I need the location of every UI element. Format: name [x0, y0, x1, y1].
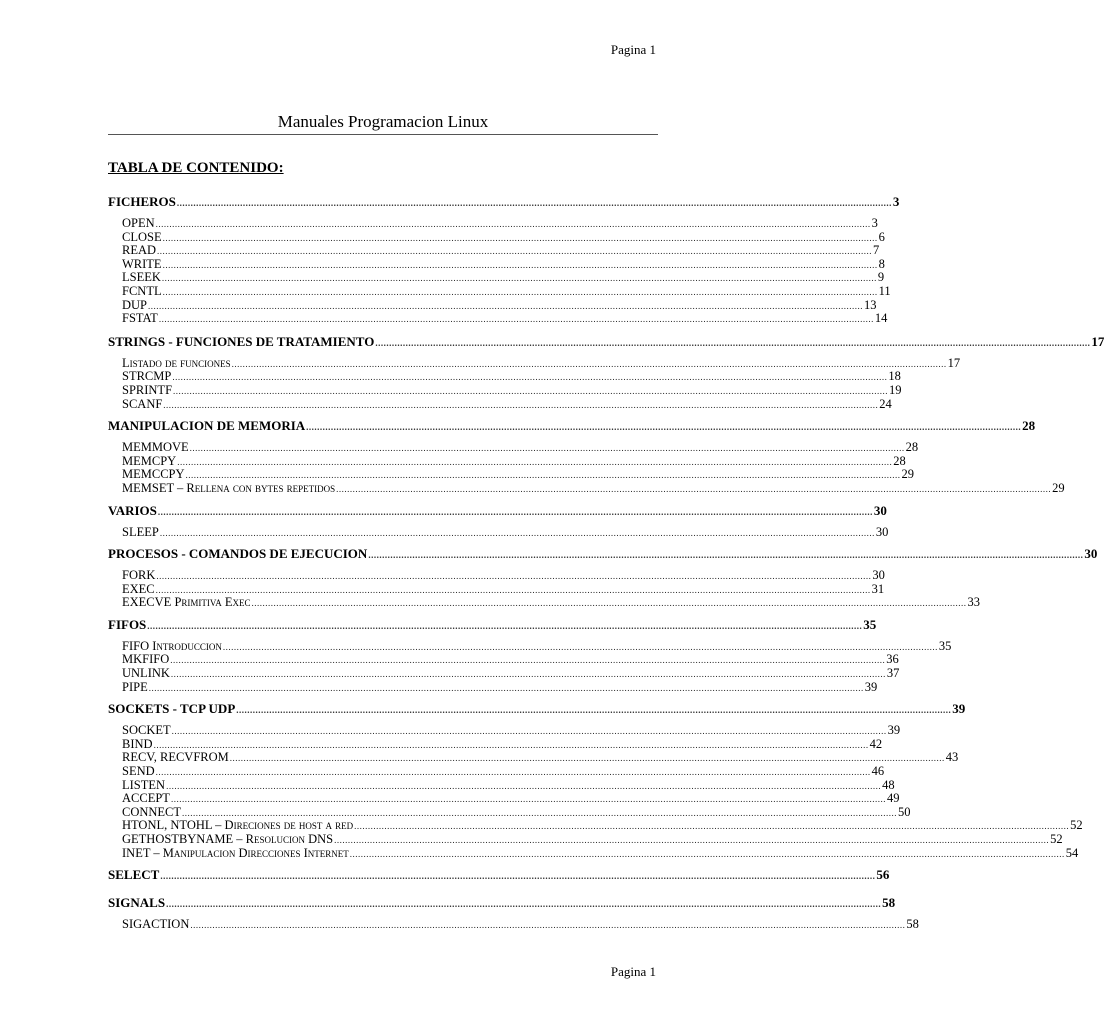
toc-leader-dots: ....................................................................................................................................................................................................................................................................: [251, 598, 967, 609]
toc-section-page: 30: [1084, 546, 1098, 562]
toc-item-entry[interactable]: [108, 595, 980, 610]
toc-leader-dots: ....................................................................................................................................................................................................................................................................: [157, 506, 873, 517]
toc-leader-dots: ....................................................................................................................................................................................................................................................................: [375, 337, 1091, 348]
toc-leader-dots: ....................................................................................................................................................................................................................................................................: [170, 794, 886, 805]
toc-item-label: [122, 271, 161, 285]
toc-item-page: 43: [945, 750, 959, 765]
toc-item-label: [122, 299, 147, 313]
toc-leader-dots: ....................................................................................................................................................................................................................................................................: [159, 527, 875, 538]
toc-item-label: [122, 653, 169, 667]
toc-section-entry[interactable]: [108, 867, 890, 883]
toc-item-name: SPRINTF: [122, 382, 173, 397]
toc-leader-dots: ....................................................................................................................................................................................................................................................................: [334, 835, 1050, 845]
toc-section-title: SELECT: [108, 867, 160, 883]
toc-section-title: STRINGS - FUNCIONES DE TRATAMIENTO: [108, 333, 375, 349]
toc-item-name: MEMCPY: [122, 453, 177, 468]
toc-item-entry[interactable]: [108, 652, 899, 667]
toc-item-page: 17: [947, 355, 961, 370]
toc-item-page: 9: [877, 270, 885, 285]
toc-item-name: MEMMOVE: [122, 440, 189, 455]
toc-leader-dots: ....................................................................................................................................................................................................................................................................: [162, 232, 878, 243]
toc-item-name: GETHOSTBYNAME –: [122, 832, 246, 846]
toc-section-page: 56: [876, 867, 890, 883]
toc-item-entry[interactable]: [108, 818, 1083, 833]
toc-leader-dots: ....................................................................................................................................................................................................................................................................: [155, 584, 871, 595]
toc-item-name: PIPE: [122, 679, 148, 694]
toc-item-page: 18: [888, 369, 901, 384]
toc-leader-dots: ....................................................................................................................................................................................................................................................................: [190, 920, 906, 931]
toc-item-page: 37: [886, 666, 900, 681]
toc-item-entry[interactable]: [108, 440, 919, 455]
toc-section-title: SOCKETS - TCP UDP: [108, 701, 236, 717]
toc-section-page: 35: [863, 616, 877, 632]
toc-item-label: [122, 244, 156, 258]
toc-item-entry[interactable]: [108, 804, 911, 820]
toc-item-page: 48: [882, 777, 895, 792]
toc-item-entry[interactable]: [108, 369, 901, 384]
toc-item-page: 46: [871, 764, 885, 779]
toc-leader-dots: ....................................................................................................................................................................................................................................................................: [336, 483, 1052, 494]
toc-section-title: VARIOS: [108, 502, 157, 518]
toc-item-label: [122, 819, 353, 833]
toc-item-entry[interactable]: [108, 638, 952, 654]
toc-item-description: Introduccion: [152, 638, 222, 653]
toc-item-label: [122, 738, 153, 752]
toc-section-entry[interactable]: [108, 701, 966, 717]
toc-item-name: FIFO: [122, 638, 153, 653]
toc-leader-dots: ....................................................................................................................................................................................................................................................................: [171, 726, 887, 737]
toc-leader-dots: ....................................................................................................................................................................................................................................................................: [170, 669, 886, 680]
toc-item-name: WRITE: [122, 256, 162, 271]
toc-section-title: MANIPULACION DE MEMORIA: [108, 418, 306, 434]
toc-item-name: CLOSE: [122, 229, 162, 244]
toc-item-entry[interactable]: [108, 581, 885, 597]
toc-item-label: [122, 918, 189, 932]
toc-section-title: FICHEROS: [108, 194, 176, 209]
toc-item-name: LISTEN: [122, 777, 166, 792]
toc-item-name: SIGACTION: [122, 917, 190, 932]
toc-item-label: [122, 596, 250, 610]
toc-item-label: [122, 231, 162, 245]
toc-item-label: [122, 526, 159, 540]
toc-leader-dots: ....................................................................................................................................................................................................................................................................: [173, 385, 889, 396]
toc-item-page: 58: [906, 917, 919, 932]
toc-leader-dots: ....................................................................................................................................................................................................................................................................: [182, 807, 898, 818]
footer-page-number: Pagina 1: [610, 964, 656, 979]
toc-item-entry[interactable]: [108, 679, 878, 695]
toc-item-page: 50: [898, 804, 911, 819]
toc-section-page: 39: [952, 701, 966, 717]
toc-item-entry[interactable]: [108, 723, 901, 738]
toc-item-page: 29: [901, 467, 915, 482]
toc-item-page: 7: [873, 243, 880, 258]
toc-item-entry[interactable]: [108, 297, 877, 313]
toc-leader-dots: ....................................................................................................................................................................................................................................................................: [147, 620, 863, 631]
toc-item-entry[interactable]: [108, 791, 900, 806]
toc-item-name: SEND: [122, 764, 155, 779]
toc-item-label: [122, 468, 185, 482]
toc-item-name: CONNECT: [122, 804, 182, 819]
toc-item-name: FCNTL: [122, 283, 162, 298]
toc-leader-dots: ....................................................................................................................................................................................................................................................................: [157, 246, 873, 257]
toc-item-name: ACCEPT: [122, 791, 170, 806]
toc-leader-dots: ....................................................................................................................................................................................................................................................................: [172, 372, 888, 383]
toc-leader-dots: ....................................................................................................................................................................................................................................................................: [231, 358, 947, 369]
toc-item-description: Listado de funciones: [122, 355, 231, 370]
toc-leader-dots: ....................................................................................................................................................................................................................................................................: [148, 682, 864, 693]
toc-item-entry[interactable]: [108, 666, 900, 681]
toc-item-entry[interactable]: [108, 524, 889, 540]
toc-section-page: 58: [882, 895, 896, 911]
toc-item-name: EXEC: [122, 581, 155, 596]
toc-item-name: FSTAT: [122, 311, 158, 326]
toc-leader-dots: ....................................................................................................................................................................................................................................................................: [156, 571, 872, 582]
toc-item-label: [122, 384, 172, 398]
toc-item-page: 49: [886, 791, 900, 806]
toc-item-page: 24: [879, 396, 892, 411]
toc-item-entry[interactable]: [108, 256, 885, 272]
toc-leader-dots: ....................................................................................................................................................................................................................................................................: [236, 705, 952, 716]
toc-item-label: [122, 724, 171, 738]
title-divider: [108, 134, 658, 135]
toc-item-entry[interactable]: [108, 736, 883, 752]
toc-leader-dots: ....................................................................................................................................................................................................................................................................: [189, 443, 905, 454]
toc-item-entry[interactable]: [108, 396, 892, 412]
toc-item-entry[interactable]: [108, 453, 906, 469]
document-title: Manuales Programacion Linux: [277, 112, 489, 131]
toc-item-name: BIND: [122, 736, 153, 751]
toc-leader-dots: ....................................................................................................................................................................................................................................................................: [176, 198, 892, 208]
toc-item-label: [122, 806, 181, 820]
toc-section-title: SIGNALS: [108, 895, 166, 911]
toc-leader-dots: ....................................................................................................................................................................................................................................................................: [222, 641, 938, 652]
toc-item-page: 30: [872, 568, 885, 583]
toc-item-name: STRCMP: [122, 369, 172, 384]
toc-item-entry[interactable]: [108, 764, 885, 779]
toc-leader-dots: ....................................................................................................................................................................................................................................................................: [160, 871, 876, 882]
toc-leader-dots: ....................................................................................................................................................................................................................................................................: [354, 821, 1070, 832]
toc-item-label: [122, 312, 158, 326]
toc-leader-dots: ....................................................................................................................................................................................................................................................................: [163, 399, 879, 410]
toc-item-page: 39: [864, 679, 878, 694]
toc-item-page: 13: [864, 297, 877, 312]
toc-leader-dots: ....................................................................................................................................................................................................................................................................: [162, 286, 878, 297]
toc-item-label: [122, 258, 162, 272]
toc-leader-dots: ....................................................................................................................................................................................................................................................................: [155, 219, 871, 229]
toc-item-label: [122, 398, 162, 412]
toc-section-page: 28: [1022, 418, 1036, 434]
toc-item-page: 14: [874, 311, 888, 326]
toc-leader-dots: ....................................................................................................................................................................................................................................................................: [161, 273, 877, 284]
toc-section-entry[interactable]: [108, 502, 887, 518]
toc-item-name: EXECVE: [122, 595, 175, 610]
toc-item-label: [122, 569, 155, 583]
toc-item-label: [122, 779, 165, 793]
toc-leader-dots: ....................................................................................................................................................................................................................................................................: [368, 550, 1084, 561]
toc-item-entry[interactable]: [108, 467, 915, 482]
toc-item-page: 29: [1052, 480, 1065, 495]
toc-section-entry[interactable]: [108, 194, 900, 209]
toc-item-page: 52: [1050, 832, 1063, 846]
toc-item-description: Rellena con bytes repetidos: [186, 480, 336, 495]
toc-section-title: PROCESOS - COMANDOS DE EJECUCION: [108, 546, 368, 562]
toc-item-entry[interactable]: [108, 832, 1063, 847]
toc-leader-dots: ....................................................................................................................................................................................................................................................................: [185, 470, 901, 481]
toc-section-page: 3: [892, 194, 900, 209]
toc-item-page: 30: [875, 524, 889, 539]
toc-item-page: 42: [869, 736, 883, 751]
toc-item-name: SLEEP: [122, 524, 159, 539]
toc-item-label: [122, 681, 148, 695]
toc-item-page: 3: [871, 216, 878, 230]
toc-leader-dots: ....................................................................................................................................................................................................................................................................: [166, 899, 882, 910]
toc-leader-dots: ....................................................................................................................................................................................................................................................................: [349, 848, 1065, 859]
toc-item-name: INET –: [122, 845, 163, 860]
toc-item-name: HTONL, NTOHL –: [122, 818, 225, 833]
toc-item-label: [122, 441, 189, 455]
toc-item-description: Manipulacion Direcciones Internet: [162, 845, 349, 860]
toc-item-name: MKFIFO: [122, 652, 170, 667]
toc-item-page: 31: [871, 581, 885, 596]
toc-leader-dots: ....................................................................................................................................................................................................................................................................: [148, 300, 864, 311]
toc-item-description: Primitiva Exec: [174, 595, 251, 610]
toc-item-page: 39: [887, 723, 901, 738]
toc-item-label: [122, 482, 335, 496]
toc-leader-dots: ....................................................................................................................................................................................................................................................................: [166, 780, 882, 791]
toc-leader-dots: ....................................................................................................................................................................................................................................................................: [158, 314, 874, 325]
toc-item-label: [122, 792, 170, 806]
toc-item-entry[interactable]: [108, 845, 1079, 861]
toc-item-description: Resolucion DNS: [245, 832, 334, 846]
toc-item-page: 28: [893, 453, 906, 468]
toc-item-label: [122, 455, 176, 469]
toc-item-entry[interactable]: [108, 917, 919, 932]
toc-item-entry[interactable]: [108, 311, 888, 326]
toc-item-page: 33: [967, 595, 980, 610]
toc-item-name: RECV, RECVFROM: [122, 750, 229, 765]
toc-leader-dots: ....................................................................................................................................................................................................................................................................: [155, 767, 871, 778]
toc-item-label: [122, 285, 162, 299]
toc-item-name: MEMCCPY: [122, 467, 185, 482]
toc-item-name: SCANF: [122, 396, 163, 411]
toc-item-name: LSEEK: [122, 270, 161, 285]
toc-item-name: OPEN: [122, 216, 155, 230]
toc-item-page: 6: [878, 229, 885, 244]
toc-section-entry[interactable]: [108, 418, 1036, 434]
toc-item-page: 11: [878, 283, 891, 298]
toc-item-label: [122, 847, 349, 861]
toc-item-entry[interactable]: [108, 229, 885, 245]
toc-item-entry[interactable]: [108, 270, 885, 285]
toc-item-description: Direciones de host a red: [224, 818, 354, 833]
toc-leader-dots: ....................................................................................................................................................................................................................................................................: [306, 422, 1022, 433]
toc-leader-dots: ....................................................................................................................................................................................................................................................................: [229, 753, 945, 764]
toc-item-label: [122, 583, 155, 597]
toc-item-page: 19: [889, 382, 902, 397]
toc-leader-dots: ....................................................................................................................................................................................................................................................................: [162, 259, 878, 270]
toc-item-name: MEMSET –: [122, 480, 187, 495]
toc-item-label: [122, 833, 333, 847]
toc-item-page: 28: [905, 440, 919, 455]
toc-item-label: [122, 667, 170, 681]
toc-item-label: [122, 370, 171, 384]
toc-item-entry[interactable]: [108, 480, 1065, 496]
toc-item-name: DUP: [122, 297, 148, 312]
toc-item-name: SOCKET: [122, 723, 171, 738]
toc-item-entry[interactable]: [108, 355, 961, 371]
toc-item-name: FORK: [122, 568, 156, 583]
toc-item-entry[interactable]: [108, 216, 878, 231]
toc-item-label: [122, 640, 222, 654]
table-of-contents: [108, 194, 1104, 932]
toc-item-name: UNLINK: [122, 666, 170, 681]
toc-item-entry[interactable]: [108, 750, 959, 765]
toc-heading: TABLA DE CONTENIDO:: [108, 160, 284, 176]
toc-leader-dots: ....................................................................................................................................................................................................................................................................: [177, 456, 893, 467]
toc-item-name: READ: [122, 243, 157, 258]
toc-item-entry[interactable]: [108, 243, 880, 258]
toc-item-label: [122, 765, 155, 779]
toc-section-page: 30: [873, 502, 887, 518]
toc-section-page: 17: [1091, 333, 1104, 349]
toc-section-entry[interactable]: [108, 616, 877, 632]
toc-item-page: 35: [938, 638, 952, 653]
toc-item-page: 8: [878, 256, 885, 271]
toc-item-label: [122, 751, 229, 765]
toc-leader-dots: ....................................................................................................................................................................................................................................................................: [153, 739, 869, 750]
toc-item-page: 54: [1065, 845, 1079, 860]
toc-item-entry[interactable]: [108, 283, 891, 299]
toc-section-entry[interactable]: [108, 895, 896, 911]
toc-section-entry[interactable]: [108, 546, 1098, 562]
toc-item-label: [122, 217, 155, 231]
toc-item-entry[interactable]: [108, 568, 885, 583]
toc-item-entry[interactable]: [108, 777, 895, 793]
header-page-number: Pagina 1: [610, 42, 656, 57]
toc-section-entry[interactable]: [108, 333, 1104, 349]
toc-item-page: 52: [1070, 818, 1083, 833]
toc-item-label: [122, 357, 231, 371]
toc-item-page: 36: [886, 652, 899, 667]
toc-item-entry[interactable]: [108, 382, 902, 398]
toc-section-title: FIFOS: [108, 616, 147, 632]
toc-leader-dots: ....................................................................................................................................................................................................................................................................: [170, 655, 886, 666]
